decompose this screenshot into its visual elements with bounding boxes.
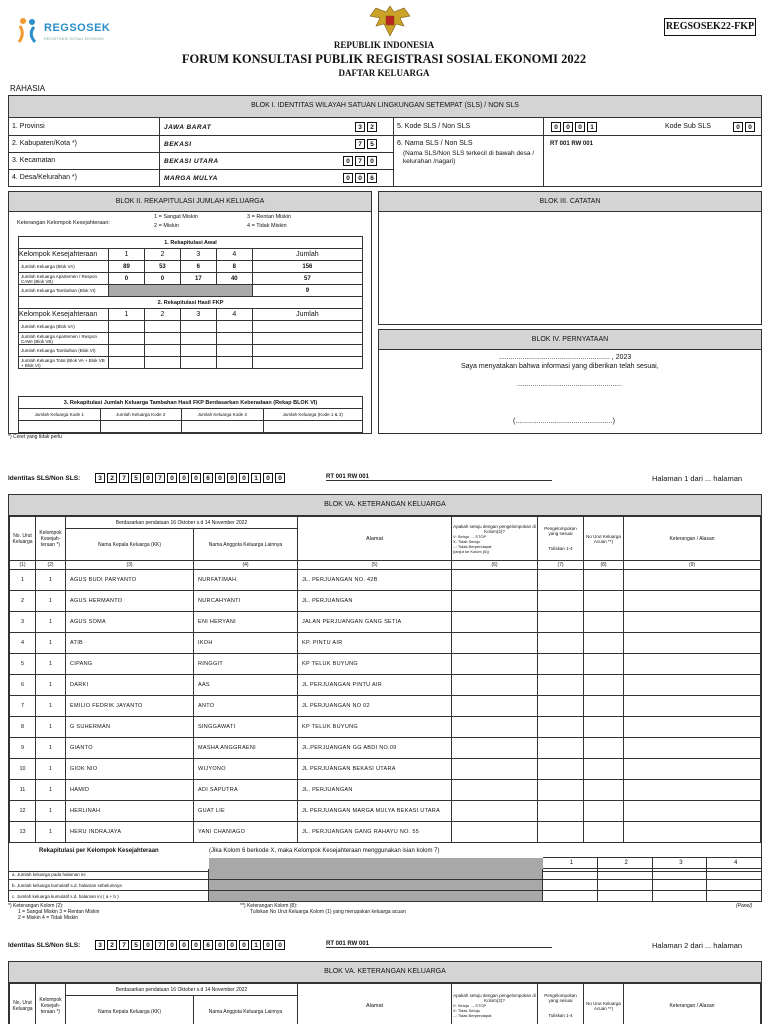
row-cell: 13 bbox=[10, 822, 36, 843]
row-cell: JL. PERJUANGAN bbox=[298, 780, 452, 801]
input-cell[interactable] bbox=[452, 612, 538, 633]
block2 bbox=[8, 191, 372, 434]
rekap-tambahan-title: 3. Rekapitulasi Jumlah Keluarga Tambahan Hasil FKP Berdasarkan Keberadaan (Rekap BLOK VI) bbox=[19, 397, 363, 409]
row-cell: 1 bbox=[36, 654, 66, 675]
row-cell: JL PERJUANGAN PINTU AIR bbox=[298, 675, 452, 696]
table-row bbox=[10, 570, 761, 591]
input-cell[interactable] bbox=[538, 759, 584, 780]
input-cell[interactable] bbox=[452, 633, 538, 654]
rekap-note: (Jika Kolom 6 berkode X, maka Kelompok Kesejahteraan menggunakan isian kolom 7) bbox=[209, 848, 440, 854]
row-cell: GIANTO bbox=[66, 738, 194, 759]
desa-code: 0 0 6 bbox=[343, 173, 377, 183]
row-cell: 2 bbox=[10, 591, 36, 612]
row-cell: AGUS HERMANTO bbox=[66, 591, 194, 612]
brand-name: REGSOSEK bbox=[44, 22, 111, 34]
row-cell: JL.PERJUANGAN GG ABDI NO.09 bbox=[298, 738, 452, 759]
block4 bbox=[378, 329, 762, 434]
footnote-kolom2-a: 1 = Sangat Miskin 3 = Rentan Miskin bbox=[18, 909, 100, 915]
row-cell: 11 bbox=[10, 780, 36, 801]
input-cell[interactable] bbox=[624, 570, 761, 591]
row-cell: 3 bbox=[10, 612, 36, 633]
rekap-label: Rekapitulasi per Kelompok Kesejahteraan bbox=[39, 848, 159, 854]
input-cell[interactable] bbox=[538, 822, 584, 843]
input-cell[interactable] bbox=[452, 717, 538, 738]
table-row bbox=[10, 654, 761, 675]
input-cell[interactable] bbox=[584, 570, 624, 591]
input-cell[interactable] bbox=[538, 780, 584, 801]
input-cell[interactable] bbox=[584, 675, 624, 696]
row-cell: IKOH bbox=[194, 633, 298, 654]
input-cell[interactable] bbox=[538, 696, 584, 717]
table-row bbox=[10, 801, 761, 822]
row-cell: EMILIO FEDRIK JAYANTO bbox=[66, 696, 194, 717]
kabupaten-value: BEKASI bbox=[164, 141, 192, 148]
block5b-header: BLOK VA. KETERANGAN KELUARGA bbox=[9, 962, 761, 983]
rahasia-label: RAHASIA bbox=[10, 84, 46, 93]
input-cell[interactable] bbox=[584, 780, 624, 801]
row-cell: 1 bbox=[36, 822, 66, 843]
kode-sub-label: Kode Sub SLS bbox=[665, 123, 711, 130]
kecamatan-value: BEKASI UTARA bbox=[164, 158, 219, 165]
table-row bbox=[10, 675, 761, 696]
input-cell[interactable] bbox=[452, 570, 538, 591]
input-cell[interactable] bbox=[538, 570, 584, 591]
block4-header: BLOK IV. PERNYATAAN bbox=[379, 330, 761, 350]
kabupaten-label: 2. Kabupaten/Kota *) bbox=[12, 140, 77, 147]
id-sls-digits: 3 2 7 5 0 7 0 0 0 6 0 0 0 1 0 0 bbox=[95, 473, 285, 483]
row-cell: JL PERJUANGAN MARGA MULYA BEKASI UTARA bbox=[298, 801, 452, 822]
row-cell: 1 bbox=[36, 717, 66, 738]
id-sls-label-2: Identitas SLS/Non SLS: bbox=[8, 942, 81, 949]
row-cell: 1 bbox=[36, 612, 66, 633]
row-cell: HERLINAH bbox=[66, 801, 194, 822]
panel-label: (Panel) bbox=[736, 903, 753, 909]
input-cell[interactable] bbox=[584, 633, 624, 654]
statement-text: Saya menyatakan bahwa informasi yang diberikan telah sesuai, bbox=[461, 363, 659, 370]
footnote-kolom8-a: Tuliskan No Urut Keluarga Kolom (1) yang merupakan keluarga acuan bbox=[250, 909, 406, 915]
block3-header: BLOK III. CATATAN bbox=[379, 192, 761, 212]
footnote-kolom2: *) Keterangan Kolom (2): bbox=[8, 903, 64, 909]
desa-label: 4. Desa/Kelurahan *) bbox=[12, 174, 77, 181]
row-cell: ANTO bbox=[194, 696, 298, 717]
table-row bbox=[10, 738, 761, 759]
row-cell: 1 bbox=[36, 591, 66, 612]
input-cell[interactable] bbox=[452, 696, 538, 717]
garuda-emblem-icon bbox=[366, 2, 414, 40]
summary-table: 1 2 3 4 a. Jumlah keluarga pada halaman ini b. Jumlah keluarga kumulatif s.d. halaman sebelumnya c. Jumlah keluarga kumulatif s.d. halaman ini ( a + b ) bbox=[8, 857, 762, 902]
ket-2: 2 = Miskin bbox=[154, 223, 179, 229]
keluarga-table: No. Urut Keluarga Kelompok Kesejah-teraan *) Berdasarkan pendataan 16 Oktober s.d 14 November 2022 Alamat Apakah setuju dengan pengelompokan di Kolom(2)? V: Setuju → STOP X: Tidak Setuju --: Tidak Berpendapat (lanjut ke Kolom (6)) Pengelompokan yang sesuai Tuliskan 1-4 No Urut Keluarga Acuan **) Keterangan / Alasan Nama Kepala Keluarga (KK) Nama Anggota Keluarga Lainnya (1) (2) (3) (4) (5) (6) (7) (8) (9) 1 1 AGUS BUDI PARYANTO NURFATIMAH JL. PERJUANGAN NO. 42B 2 1 AGUS HERMANTO NURCAHYANTI JL. PERJUANGAN 3 1 AGUS SOMA ENI HERYANI JALAN PERJUANGAN GANG SETIA 4 1 ATIB IKOH KP. PINTU AIR 5 1 CIPANG RINGGIT KP TELUK BUYUNG 6 1 DARKI AAS JL PERJUANGAN PINTU AIR 7 1 EMILIO FEDRIK JAYANTO ANTO JL PERJUANGAN NO 02 8 1 G SUHERMAN SINGGAWATI KP TELUK BUYUNG 9 1 GIANTO MASHA ANGGRAENI JL.PERJUANGAN GG ABDI NO.09 10 1 GIOK NIO WIJYONO JL PERJUANGAN BEKASI UTARA 11 1 HAMID ADI SAPUTRA JL. PERJUANGAN 12 1 HERLINAH GUAT LIE JL PERJUANGAN MARGA MULYA BEKASI UTARA 13 1 HERU INDRAJAYA YANI CHANIAGO JL. PERJUANGAN GANG RAHAYU NO. 55 bbox=[9, 516, 761, 843]
page1-indicator: Halaman 1 dari ... halaman bbox=[652, 474, 743, 483]
row-cell: ENI HERYANI bbox=[194, 612, 298, 633]
table-row bbox=[10, 717, 761, 738]
input-cell[interactable] bbox=[538, 717, 584, 738]
provinsi-code: 3 2 bbox=[355, 122, 377, 132]
provinsi-label: 1. Provinsi bbox=[12, 123, 45, 130]
block2-header: BLOK II. REKAPITULASI JUMLAH KELUARGA bbox=[9, 192, 371, 212]
title-line2: FORUM KONSULTASI PUBLIK REGISTRASI SOSIAL EKONOMI 2022 bbox=[181, 52, 587, 66]
row-cell: AAS bbox=[194, 675, 298, 696]
input-cell[interactable] bbox=[624, 822, 761, 843]
row-cell: AGUS BUDI PARYANTO bbox=[66, 570, 194, 591]
row-cell: 1 bbox=[36, 738, 66, 759]
table-row bbox=[10, 759, 761, 780]
input-cell[interactable] bbox=[624, 696, 761, 717]
row-cell: HERU INDRAJAYA bbox=[66, 822, 194, 843]
kode-sls-code: 0 0 0 1 bbox=[551, 122, 597, 132]
ket-label: Keterangan Kelompok Kesejahteraan: bbox=[17, 220, 110, 226]
row-cell: 1 bbox=[36, 675, 66, 696]
input-cell[interactable] bbox=[584, 717, 624, 738]
page2-indicator: Halaman 2 dari ... halaman bbox=[652, 941, 743, 950]
input-cell[interactable] bbox=[584, 738, 624, 759]
rekap-hasil-title: 2. Rekapitulasi Hasil FKP bbox=[19, 297, 363, 309]
id-sls-rt: RT 001 RW 001 bbox=[326, 474, 552, 481]
rekap-awal-title: 1. Rekapitulasi Awal bbox=[19, 237, 363, 249]
row-cell: 4 bbox=[10, 633, 36, 654]
kabupaten-code: 7 5 bbox=[355, 139, 377, 149]
row-cell: KP TELUK BUYUNG bbox=[298, 654, 452, 675]
row-cell: KP. PINTU AIR bbox=[298, 633, 452, 654]
form-code: REGSOSEK22-FKP bbox=[664, 18, 756, 36]
input-cell[interactable] bbox=[452, 759, 538, 780]
block5b bbox=[8, 961, 762, 1024]
provinsi-value: JAWA BARAT bbox=[164, 124, 212, 131]
ket-3: 3 = Rentan Miskin bbox=[247, 214, 292, 220]
statement-date: ......................................................... , 2023 bbox=[499, 354, 632, 361]
row-cell: ATIB bbox=[66, 633, 194, 654]
row-cell: 1 bbox=[36, 696, 66, 717]
row-cell: 1 bbox=[36, 801, 66, 822]
row-cell: DARKI bbox=[66, 675, 194, 696]
input-cell[interactable] bbox=[538, 654, 584, 675]
input-cell[interactable] bbox=[624, 801, 761, 822]
row-cell: 1 bbox=[36, 633, 66, 654]
input-cell[interactable] bbox=[624, 591, 761, 612]
title-line1: REPUBLIK INDONESIA bbox=[333, 40, 435, 50]
row-cell: JL. PERJUANGAN bbox=[298, 591, 452, 612]
kecamatan-label: 3. Kecamatan bbox=[12, 157, 56, 164]
input-cell[interactable] bbox=[538, 633, 584, 654]
row-cell: CIPANG bbox=[66, 654, 194, 675]
input-cell[interactable] bbox=[584, 696, 624, 717]
desa-value: MARGA MULYA bbox=[164, 175, 218, 182]
input-cell[interactable] bbox=[624, 633, 761, 654]
row-cell: 1 bbox=[10, 570, 36, 591]
input-cell[interactable] bbox=[538, 675, 584, 696]
footnote-kolom2-b: 2 = Miskin 4 = Tidak Miskin bbox=[18, 915, 79, 921]
input-cell[interactable] bbox=[624, 759, 761, 780]
input-cell[interactable] bbox=[584, 612, 624, 633]
id-sls-digits-2: 3 2 7 5 0 7 0 0 0 6 0 0 0 1 0 0 bbox=[95, 940, 285, 950]
nama-sls-label: 6. Nama SLS / Non SLS bbox=[397, 140, 473, 147]
row-cell: 9 bbox=[10, 738, 36, 759]
table-row bbox=[10, 633, 761, 654]
block3 bbox=[378, 191, 762, 325]
row-cell: SINGGAWATI bbox=[194, 717, 298, 738]
table-row bbox=[10, 696, 761, 717]
input-cell[interactable] bbox=[584, 654, 624, 675]
row-cell: 12 bbox=[10, 801, 36, 822]
row-cell: 10 bbox=[10, 759, 36, 780]
input-cell[interactable] bbox=[624, 675, 761, 696]
row-cell: YANI CHANIAGO bbox=[194, 822, 298, 843]
id-sls-rt-2: RT 001 RW 001 bbox=[326, 941, 552, 948]
row-cell: 6 bbox=[10, 675, 36, 696]
input-cell[interactable] bbox=[624, 738, 761, 759]
input-cell[interactable] bbox=[624, 717, 761, 738]
rekap-awal-table: 1. Rekapitulasi Awal Kelompok Kesejahteraan 1 2 3 4 Jumlah Jumlah Keluarga (Blok VA) 89 53 6 8 156 Jumlah Keluarga Apartemen / Respon CAWI (Blok VB) 0 0 17 40 57 Jumlah Keluarga Tambahan (Blok VI) 9 2. Rekapitulasi Hasil FKP Kelompok Kesejahteraan 1 2 3 4 Jumlah Jumlah Keluarga (Blok VA) Jumlah Keluarga Apartemen / Respon CAWI (Blok VB) Jumlah Keluarga Tambahan (Blok VI) Jumlah Keluarga Total (Blok VA + Blok VB + Blok VI) bbox=[18, 236, 363, 369]
input-cell[interactable] bbox=[452, 822, 538, 843]
input-cell[interactable] bbox=[452, 654, 538, 675]
table-row bbox=[10, 612, 761, 633]
input-cell[interactable] bbox=[452, 780, 538, 801]
row-cell: 1 bbox=[36, 780, 66, 801]
footnote-kolom8: **) Keterangan Kolom (8): bbox=[240, 903, 298, 909]
row-cell: 8 bbox=[10, 717, 36, 738]
row-cell: JL PERJUANGAN BEKASI UTARA bbox=[298, 759, 452, 780]
input-cell[interactable] bbox=[584, 801, 624, 822]
block5a bbox=[8, 494, 762, 872]
row-cell: WIJYONO bbox=[194, 759, 298, 780]
row-cell: RINGGIT bbox=[194, 654, 298, 675]
brand-tagline: REGISTRASI SOSIAL EKONOMI bbox=[44, 36, 104, 41]
input-cell[interactable] bbox=[538, 801, 584, 822]
input-cell[interactable] bbox=[452, 738, 538, 759]
input-cell[interactable] bbox=[452, 591, 538, 612]
row-cell: KP TELUK BUYUNG bbox=[298, 717, 452, 738]
statement-dots: ...................................................... bbox=[517, 381, 623, 388]
nama-sls-note: (Nama SLS/Non SLS terkecil di bawah desa / kelurahan /nagari) bbox=[403, 150, 535, 165]
signature-line: (..................................................) bbox=[513, 418, 615, 425]
row-cell: JL. PERJUANGAN NO. 42B bbox=[298, 570, 452, 591]
row-cell: 1 bbox=[36, 570, 66, 591]
input-cell[interactable] bbox=[624, 612, 761, 633]
ket-4: 4 = Tidak Miskin bbox=[247, 223, 287, 229]
table-row bbox=[10, 780, 761, 801]
row-cell: NURCAHYANTI bbox=[194, 591, 298, 612]
block1 bbox=[8, 95, 762, 187]
row-cell: NURFATIMAH bbox=[194, 570, 298, 591]
row-cell: GUAT LIE bbox=[194, 801, 298, 822]
input-cell[interactable] bbox=[538, 738, 584, 759]
input-cell[interactable] bbox=[624, 654, 761, 675]
row-cell: 1 bbox=[36, 759, 66, 780]
input-cell[interactable] bbox=[584, 591, 624, 612]
nama-sls-value: RT 001 RW 001 bbox=[550, 141, 593, 147]
row-cell: JALAN PERJUANGAN GANG SETIA bbox=[298, 612, 452, 633]
row-cell: HAMID bbox=[66, 780, 194, 801]
input-cell[interactable] bbox=[584, 759, 624, 780]
ket-1: 1 = Sangat Miskin bbox=[154, 214, 198, 220]
input-cell[interactable] bbox=[538, 612, 584, 633]
input-cell[interactable] bbox=[452, 801, 538, 822]
col-kelompok: Kelompok Kesejahteraan bbox=[19, 249, 109, 261]
row-cell: G SUHERMAN bbox=[66, 717, 194, 738]
table-row bbox=[10, 822, 761, 843]
row-cell: 5 bbox=[10, 654, 36, 675]
kode-sls-label: 5. Kode SLS / Non SLS bbox=[397, 123, 471, 130]
input-cell[interactable] bbox=[538, 591, 584, 612]
input-cell[interactable] bbox=[452, 675, 538, 696]
keluarga-table-2: No. Urut Keluarga Kelompok Kesejah-teraan *) Berdasarkan pendataan 16 Oktober s.d 14 November 2022 Alamat Apakah setuju dengan pengelompokan di Kolom(2)? V: Setuju → STOP X: Tidak Setuju --: Tidak Berpendapat Pengelompokan yang sesuai Tuliskan 1-4 No Urut Keluarga Acuan **) Keterangan / Alasan Nama Kepala Keluarga (KK) Nama Anggota Keluarga Lainnya bbox=[9, 983, 761, 1024]
row-cell: 7 bbox=[10, 696, 36, 717]
row-cell: AGUS SOMA bbox=[66, 612, 194, 633]
row-cell: JL. PERJUANGAN GANG RAHAYU NO. 55 bbox=[298, 822, 452, 843]
row-cell: ADI SAPUTRA bbox=[194, 780, 298, 801]
title-line3: DAFTAR KELUARGA bbox=[338, 68, 430, 78]
block1-header: BLOK I. IDENTITAS WILAYAH SATUAN LINGKUNGAN SETEMPAT (SLS) / NON SLS bbox=[9, 96, 761, 118]
kecamatan-code: 0 7 0 bbox=[343, 156, 377, 166]
table-row bbox=[10, 591, 761, 612]
rekap-tambahan-table: 3. Rekapitulasi Jumlah Keluarga Tambahan Hasil FKP Berdasarkan Keberadaan (Rekap BLOK VI) Jumlah Keluarga Kode 1 Jumlah Keluarga Kode 2 Jumlah Keluarga Kode 3 Jumlah Keluarga (Kode 1 & 3) bbox=[18, 396, 363, 433]
input-cell[interactable] bbox=[584, 822, 624, 843]
input-cell[interactable] bbox=[624, 780, 761, 801]
row-cell: GIOK NIO bbox=[66, 759, 194, 780]
id-sls-label: Identitas SLS/Non SLS: bbox=[8, 475, 81, 482]
block2-footnote: *) Coret yang tidak perlu bbox=[8, 434, 62, 440]
block5a-header: BLOK VA. KETERANGAN KELUARGA bbox=[9, 495, 761, 516]
row-cell: MASHA ANGGRAENI bbox=[194, 738, 298, 759]
kode-sub-code: 0 0 bbox=[733, 122, 755, 132]
row-cell: JL PERJUANGAN NO 02 bbox=[298, 696, 452, 717]
